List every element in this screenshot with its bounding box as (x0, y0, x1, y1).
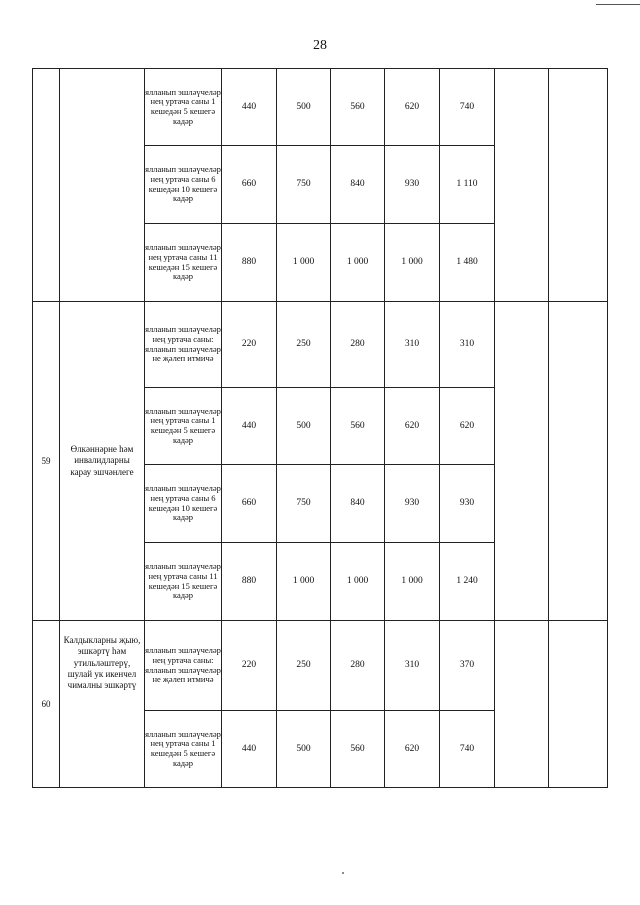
table-row (33, 302, 608, 388)
activity-name-cell: Өлкәннәрне һәм инвалидларны карау эшчәнлеге (60, 302, 145, 621)
value-cell: 250 (277, 302, 331, 388)
scan-speck (342, 872, 344, 874)
value-cell: 1 000 (331, 224, 385, 302)
value-cell: 880 (222, 224, 277, 302)
empty-cell (549, 69, 608, 302)
value-cell: 660 (222, 465, 277, 543)
employee-range-cell: ялланып эшләүчеләр нең уртача саны 11 кешедән 15 кешегә кадәр (145, 543, 222, 621)
value-cell: 310 (385, 621, 440, 711)
value-cell: 220 (222, 302, 277, 388)
value-cell: 440 (222, 69, 277, 146)
value-cell: 280 (331, 302, 385, 388)
top-edge-rule (596, 4, 640, 5)
value-cell: 740 (440, 69, 495, 146)
value-cell: 440 (222, 388, 277, 465)
value-cell: 1 110 (440, 146, 495, 224)
empty-cell (495, 621, 549, 788)
employee-range-cell: ялланып эшләүчеләр нең уртача саны 6 кешедән 10 кешегә кадәр (145, 146, 222, 224)
value-cell: 1 000 (385, 224, 440, 302)
value-cell: 220 (222, 621, 277, 711)
value-cell: 880 (222, 543, 277, 621)
value-cell: 500 (277, 69, 331, 146)
value-cell: 1 000 (331, 543, 385, 621)
empty-cell (495, 69, 549, 302)
value-cell: 310 (440, 302, 495, 388)
value-cell: 500 (277, 711, 331, 788)
value-cell: 560 (331, 388, 385, 465)
value-cell: 740 (440, 711, 495, 788)
value-cell: 660 (222, 146, 277, 224)
employee-range-cell: ялланып эшләүчеләр нең уртача саны: ялланып эшләүчеләр не җәлеп итмичә (145, 621, 222, 711)
employee-range-cell: ялланып эшләүчеләр нең уртача саны 11 кешедән 15 кешегә кадәр (145, 224, 222, 302)
value-cell: 500 (277, 388, 331, 465)
fee-table (32, 68, 608, 788)
row-number-cell (33, 69, 60, 302)
value-cell: 310 (385, 302, 440, 388)
value-cell: 560 (331, 711, 385, 788)
value-cell: 1 240 (440, 543, 495, 621)
value-cell: 620 (385, 711, 440, 788)
empty-cell (549, 302, 608, 621)
value-cell: 1 000 (385, 543, 440, 621)
row-number-cell: 60 (33, 621, 60, 788)
empty-cell (549, 621, 608, 788)
value-cell: 840 (331, 146, 385, 224)
empty-cell (495, 302, 549, 621)
value-cell: 620 (385, 69, 440, 146)
value-cell: 620 (440, 388, 495, 465)
value-cell: 930 (440, 465, 495, 543)
table-row (33, 69, 608, 146)
value-cell: 1 000 (277, 224, 331, 302)
employee-range-cell: ялланып эшләүчеләр нең уртача саны 1 кешедән 5 кешегә кадәр (145, 711, 222, 788)
employee-range-cell: ялланып эшләүчеләр нең уртача саны 1 кешедән 5 кешегә кадәр (145, 69, 222, 146)
value-cell: 250 (277, 621, 331, 711)
activity-name-cell (60, 69, 145, 302)
table-row (33, 621, 608, 711)
value-cell: 440 (222, 711, 277, 788)
value-cell: 930 (385, 465, 440, 543)
value-cell: 560 (331, 69, 385, 146)
value-cell: 620 (385, 388, 440, 465)
activity-name-cell: Калдыкларны җыю, эшкәртү һәм утильләштерү, шулай ук икенчел чималны эшкәртү (60, 621, 145, 788)
page-number: 28 (313, 38, 327, 53)
value-cell: 930 (385, 146, 440, 224)
value-cell: 370 (440, 621, 495, 711)
row-number-cell: 59 (33, 302, 60, 621)
value-cell: 1 480 (440, 224, 495, 302)
value-cell: 750 (277, 465, 331, 543)
value-cell: 840 (331, 465, 385, 543)
value-cell: 750 (277, 146, 331, 224)
employee-range-cell: ялланып эшләүчеләр нең уртача саны 6 кешедән 10 кешегә кадәр (145, 465, 222, 543)
employee-range-cell: ялланып эшләүчеләр нең уртача саны 1 кешедән 5 кешегә кадәр (145, 388, 222, 465)
value-cell: 280 (331, 621, 385, 711)
employee-range-cell: ялланып эшләүчеләр нең уртача саны: ялланып эшләүчеләр не җәлеп итмичә (145, 302, 222, 388)
value-cell: 1 000 (277, 543, 331, 621)
